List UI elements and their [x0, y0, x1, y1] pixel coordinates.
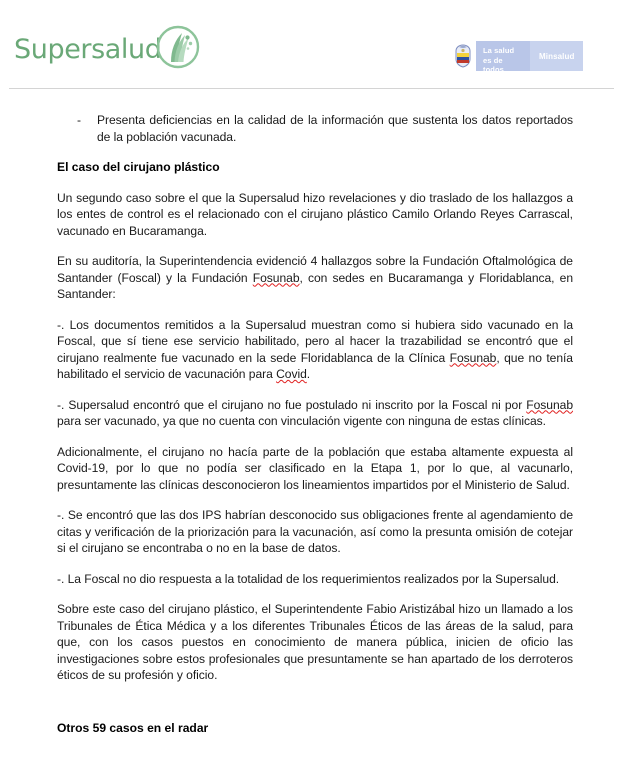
paragraph-2	[57, 253, 573, 303]
paragraph-7: -. La Foscal no dio respuesta a la totalidad de los requerimientos realizados por la Supersalud.	[57, 571, 560, 586]
misspelled-word-fosunab: Fosunab	[252, 270, 300, 285]
misspelled-word-fosunab: Fosunab	[449, 350, 497, 365]
document-header	[0, 0, 629, 92]
paragraph-3-part-b: , que no tenía habilitado el servicio de vacunación para	[57, 350, 573, 381]
section-heading-cirujano: El caso del cirujano plástico	[57, 160, 220, 174]
gov-tagline-line1: La salud	[483, 46, 515, 55]
paragraph-1: Un segundo caso sobre el que la Supersalud hizo revelaciones y dio traslado de los hallazgos a los entes de control es el relacionado con el cirujano plástico Camilo Orlando Reyes Carrascal, vacunado en Bucaramanga.	[57, 190, 573, 238]
document-body	[57, 112, 573, 736]
colombia-coat-of-arms-icon	[450, 41, 476, 71]
paragraph-6: -. Se encontró que las dos IPS habrían desconocido sus obligaciones frente al agendamiento de citas y verificación de la priorización para la vacunación, así como la presunta omisión de cotejar si el cirujano se encontraba o no en la base de datos.	[57, 508, 573, 555]
list-item	[57, 112, 573, 145]
misspelled-word-covid: Covid	[276, 367, 307, 381]
section-heading-otros-casos: Otros 59 casos en el radar	[57, 720, 209, 735]
brand-wordmark: Supersalud	[14, 33, 162, 65]
paragraph-4-part-a: -. Supersalud encontró que el cirujano no fue postulado ni inscrito por la Foscal ni por	[57, 397, 527, 412]
gov-tagline	[476, 41, 530, 74]
misspelled-word-fosunab: Fosunab	[526, 397, 573, 412]
paragraph-5: Adicionalmente, el cirujano no hacía parte de la población que estaba altamente expuesta al Covid-19, por lo que no podía ser clasificado en la Etapa 1, por lo que, al vacunarlo, presuntamente las clínicas desconocieron los lineamientos impartidos por el Ministerio de Salud.	[57, 444, 573, 492]
paragraph-2-part-b: , con sedes en Bucaramanga y Floridablanca, en Santander:	[57, 270, 574, 301]
bullet-text: Presenta deficiencias en la calidad de la información que sustenta los datos reportados de la población vacunada.	[97, 113, 573, 144]
paragraph-2-part-a: En su auditoría, la Superintendencia evidenció 4 hallazgos sobre la Fundación Oftalmológica de Santander (Foscal) y la Fundación	[57, 254, 573, 285]
minsalud-label: Minsalud	[530, 41, 583, 71]
header-divider	[9, 88, 614, 89]
government-badge	[450, 41, 583, 74]
paragraph-3-part-a: -. Los documentos remitidos a la Supersalud muestran como si hubiera sido vacunado en la Foscal, que sí tiene ese servicio habilitado, pero al hacer la trazabilidad se encontró que el cirujano realmente fue vacunado en la sede Floridablanca de la Clínica	[57, 317, 573, 365]
paragraph-4	[57, 397, 573, 430]
supersalud-logo	[14, 28, 201, 70]
supersalud-burst-icon	[155, 24, 201, 70]
paragraph-4-part-b: para ser vacunado, ya que no cuenta con vinculación vigente con ninguna de estas clínicas.	[57, 414, 546, 428]
paragraph-8: Sobre este caso del cirujano plástico, el Superintendente Fabio Aristizábal hizo un llamado a los Tribunales de Ética Médica y a los diferentes Tribunales Éticos de las áreas de la salud, para que, con los casos puestos en conocimiento de manera pública, inicien de oficio las investigaciones sobre estos profesionales que presuntamente se han apartado de los derroteros éticos de su profesión y oficio.	[57, 602, 573, 682]
gov-tagline-line2: es de todos	[483, 55, 504, 74]
paragraph-3-part-c: .	[306, 367, 311, 381]
bullet-marker: -	[77, 113, 82, 127]
paragraph-3	[57, 317, 573, 383]
